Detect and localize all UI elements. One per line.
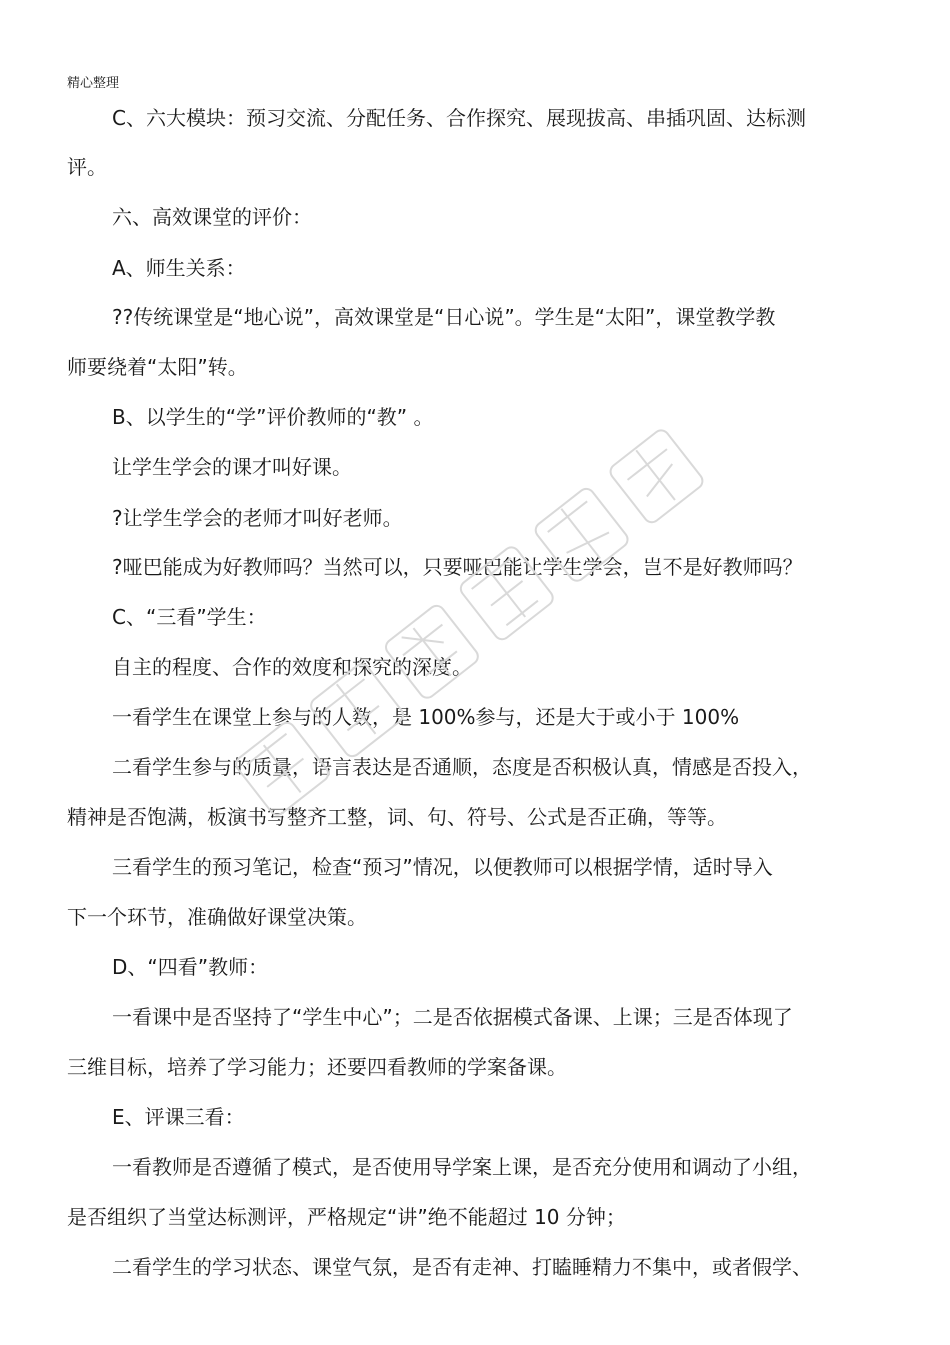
- body-line: 二看学生参与的质量，语言表达是否通顺，态度是否积极认真，情感是否投入，: [112, 755, 812, 779]
- body-line: 自主的程度、合作的效度和探究的深度。: [112, 655, 472, 679]
- body-line: 一看学生在课堂上参与的人数，是 100%参与，还是大于或小于 100%: [112, 705, 740, 729]
- body-line: D、“四看”教师：: [112, 955, 269, 979]
- body-line: ??传统课堂是“地心说”，高效课堂是“日心说”。学生是“太阳”，课堂教学教: [112, 305, 776, 329]
- body-line: 评。: [67, 155, 107, 179]
- body-line: B、以学生的“学”评价教师的“教” 。: [112, 405, 434, 429]
- body-line: 三维目标，培养了学习能力；还要四看教师的学案备课。: [67, 1055, 567, 1079]
- body-line: C、“三看”学生：: [112, 605, 267, 629]
- body-line: ?哑巴能成为好教师吗？当然可以，只要哑巴能让学生学会，岂不是好教师吗？: [112, 555, 803, 579]
- body-line: ?让学生学会的老师才叫好老师。: [112, 506, 403, 530]
- body-line: E、评课三看：: [112, 1105, 245, 1129]
- body-line: A、师生关系：: [112, 256, 246, 280]
- section-heading: 六、高效课堂的评价：: [112, 205, 312, 229]
- body-line: C、六大模块：预习交流、分配任务、合作探究、展现拔高、串插巩固、达标测: [112, 106, 806, 130]
- body-line: 让学生学会的课才叫好课。: [112, 455, 352, 479]
- page-header: 精心整理: [67, 76, 120, 91]
- body-line: 是否组织了当堂达标测评，严格规定“讲”绝不能超过 10 分钟；: [67, 1205, 626, 1229]
- body-line: 师要绕着“太阳”转。: [67, 355, 248, 379]
- body-line: 三看学生的预习笔记，检查“预习”情况，以便教师可以根据学情，适时导入: [112, 855, 773, 879]
- body-line: 一看课中是否坚持了“学生中心”；二是否依据模式备课、上课；三是否体现了: [112, 1005, 793, 1029]
- body-line: 二看学生的学习状态、课堂气氛，是否有走神、打瞌睡精力不集中，或者假学、: [112, 1255, 812, 1279]
- body-line: 下一个环节，准确做好课堂决策。: [67, 905, 367, 929]
- body-line: 一看教师是否遵循了模式，是否使用导学案上课，是否充分使用和调动了小组，: [112, 1155, 812, 1179]
- body-line: 精神是否饱满，板演书写整齐工整，词、句、符号、公式是否正确，等等。: [67, 805, 727, 829]
